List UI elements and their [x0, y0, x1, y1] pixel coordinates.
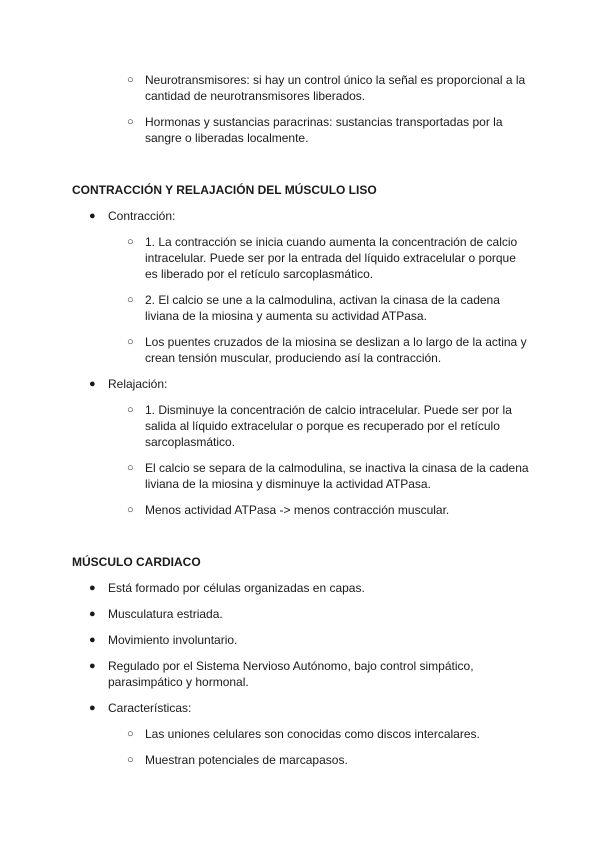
filled-bullet-icon: ● — [89, 210, 96, 222]
hollow-bullet-icon: ○ — [127, 74, 134, 86]
filled-bullet-icon: ● — [89, 634, 96, 646]
list-item-text: Contracción: — [108, 209, 176, 223]
filled-bullet-icon: ● — [89, 582, 96, 594]
list-item — [89, 580, 528, 596]
hollow-bullet-icon: ○ — [127, 336, 134, 348]
section-heading-musculo-liso: CONTRACCIÓN Y RELAJACIÓN DEL MÚSCULO LISO — [72, 183, 377, 197]
list-item-text: 2. El calcio se une a la calmodulina, activan la cinasa de la cadena liviana de la miosina y aumenta su actividad ATPasa. — [145, 293, 500, 323]
list-item-text: Musculatura estriada. — [108, 607, 223, 621]
list-item-contraccion — [89, 208, 528, 224]
list-item-text: Las uniones celulares son conocidas como discos intercalares. — [145, 727, 480, 741]
list-item — [127, 726, 530, 742]
list-item — [127, 114, 530, 146]
hollow-bullet-icon: ○ — [127, 462, 134, 474]
list-item — [89, 606, 528, 622]
list-item-text: 1. La contracción se inicia cuando aumenta la concentración de calcio intracelular. Puede ser por la entrada del líquido extracelular o porque es liberado por el retículo sarcoplasmático. — [145, 235, 518, 281]
hollow-bullet-icon: ○ — [127, 728, 134, 740]
filled-bullet-icon: ● — [89, 378, 96, 390]
list-item-text: Regulado por el Sistema Nervioso Autónomo, bajo control simpático, parasimpático y hormonal. — [108, 659, 474, 689]
list-item-text: El calcio se separa de la calmodulina, se inactiva la cinasa de la cadena liviana de la miosina y disminuye la actividad ATPasa. — [145, 461, 529, 491]
hollow-bullet-icon: ○ — [127, 294, 134, 306]
list-item-relajacion — [89, 376, 528, 392]
list-item-text: Relajación: — [108, 377, 168, 391]
list-item — [89, 632, 528, 648]
filled-bullet-icon: ● — [89, 702, 96, 714]
hollow-bullet-icon: ○ — [127, 236, 134, 248]
list-item — [89, 658, 528, 690]
hollow-bullet-icon: ○ — [127, 504, 134, 516]
list-item — [127, 502, 530, 518]
list-item-text: Movimiento involuntario. — [108, 633, 238, 647]
hollow-bullet-icon: ○ — [127, 116, 134, 128]
list-item-caracteristicas — [89, 700, 528, 716]
list-item — [127, 460, 530, 492]
list-item-text: Los puentes cruzados de la miosina se deslizan a lo largo de la actina y crean tensión muscular, produciendo así la contracción. — [145, 335, 527, 365]
filled-bullet-icon: ● — [89, 608, 96, 620]
section-heading-musculo-cardiaco: MÚSCULO CARDIACO — [72, 555, 201, 569]
list-item-text: Características: — [108, 701, 192, 715]
hollow-bullet-icon: ○ — [127, 754, 134, 766]
list-item-text: Hormonas y sustancias paracrinas: sustancias transportadas por la sangre o liberadas localmente. — [145, 115, 503, 145]
list-item — [127, 72, 530, 104]
list-item — [127, 292, 530, 324]
list-item-text: 1. Disminuye la concentración de calcio intracelular. Puede ser por la salida al líquido extracelular o porque es recuperado por el retículo sarcoplasmático. — [145, 403, 512, 449]
list-item — [127, 402, 530, 450]
filled-bullet-icon: ● — [89, 660, 96, 672]
hollow-bullet-icon: ○ — [127, 404, 134, 416]
list-item-text: Menos actividad ATPasa -> menos contracción muscular. — [145, 503, 450, 517]
list-item — [127, 334, 530, 366]
list-item-text: Muestran potenciales de marcapasos. — [145, 753, 348, 767]
list-item — [127, 234, 530, 282]
list-item — [127, 752, 530, 768]
list-item-text: Está formado por células organizadas en capas. — [108, 581, 365, 595]
list-item-text: Neurotransmisores: si hay un control único la señal es proporcional a la cantidad de neurotransmisores liberados. — [145, 73, 526, 103]
